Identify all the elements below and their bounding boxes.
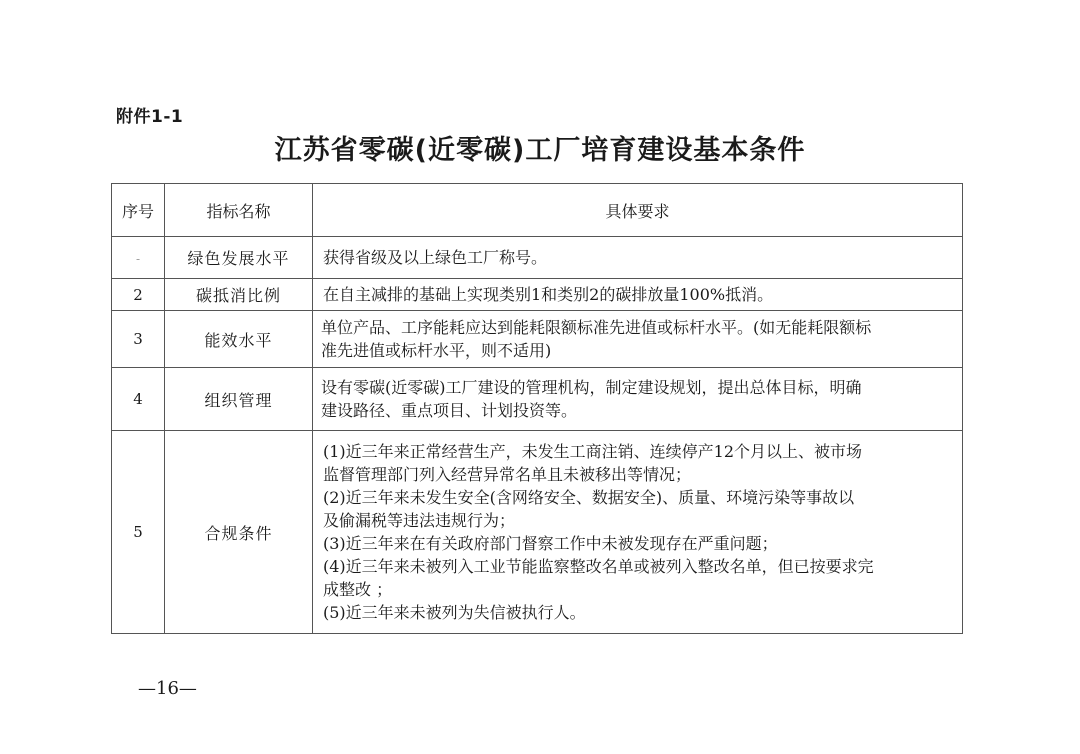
row-number: 4 [112, 368, 165, 431]
requirement-text [313, 431, 963, 634]
document-title: 江苏省零碳(近零碳)工厂培育建设基本条件 [274, 135, 806, 166]
row-number-text: - [135, 251, 141, 266]
requirement-line: 获得省级及以上绿色工厂称号。 [323, 248, 548, 267]
requirement-text [313, 279, 963, 311]
page-number: —16— [138, 678, 197, 699]
requirement-line: (2)近三年来未发生安全(含网络安全、数据安全)、质量、环境污染等事故以 [323, 488, 855, 507]
row-number [112, 237, 165, 279]
requirements-table [111, 183, 963, 634]
requirement-text [313, 237, 963, 279]
row-number: 3 [112, 311, 165, 368]
header-seq: 序号 [112, 184, 165, 237]
requirement-line: 成整改 ； [323, 580, 393, 599]
indicator-name: 组织管理 [165, 368, 313, 431]
header-requirement: 具体要求 [313, 184, 963, 237]
requirement-text [313, 311, 963, 368]
requirement-text [313, 368, 963, 431]
requirement-line: 建设路径、重点项目、计划投资等。 [321, 401, 578, 420]
requirement-line: 准先进值或标杆水平，则不适用) [321, 341, 552, 360]
table-row [112, 237, 963, 279]
requirement-line: (1)近三年来正常经营生产，未发生工商注销、连续停产12个月以上、被市场 [323, 442, 863, 461]
table-header-row [112, 184, 963, 237]
table-row [112, 311, 963, 368]
table-row [112, 279, 963, 311]
row-number: 5 [112, 431, 165, 634]
indicator-name: 能效水平 [165, 311, 313, 368]
indicator-name: 合规条件 [165, 431, 313, 634]
row-number: 2 [112, 279, 165, 311]
requirement-line: 监督管理部门列入经营异常名单且未被移出等情况； [323, 465, 692, 484]
requirement-line: 单位产品、工序能耗应达到能耗限额标准先进值或标杆水平。(如无能耗限额标 [321, 318, 872, 337]
requirement-line: 设有零碳(近零碳)工厂建设的管理机构，制定建设规划，提出总体目标，明确 [321, 378, 862, 397]
requirement-line: (3)近三年来在有关政府部门督察工作中未被发现存在严重问题； [323, 534, 778, 553]
indicator-name: 碳抵消比例 [165, 279, 313, 311]
table-row [112, 431, 963, 634]
attachment-label: 附件1-1 [116, 107, 184, 127]
requirement-line: (5)近三年来未被列为失信被执行人。 [323, 603, 586, 622]
requirement-line: 在自主减排的基础上实现类别1和类别2的碳排放量100%抵消。 [323, 285, 774, 304]
indicator-name: 绿色发展水平 [165, 237, 313, 279]
header-indicator: 指标名称 [165, 184, 313, 237]
requirement-line: 及偷漏税等违法违规行为； [323, 511, 516, 530]
requirement-line: (4)近三年来未被列入工业节能监察整改名单或被列入整改名单，但已按要求完 [323, 557, 874, 576]
table-row [112, 368, 963, 431]
